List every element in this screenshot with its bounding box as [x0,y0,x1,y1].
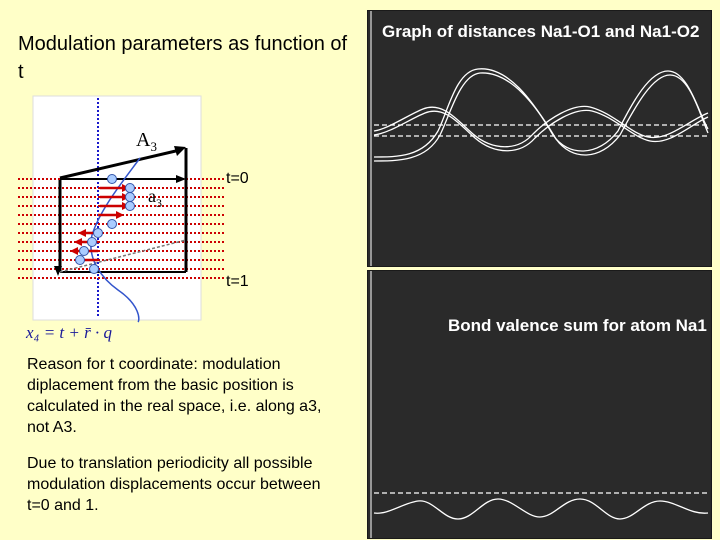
t1-label: t=1 [226,273,249,290]
bond-valence-curve [374,499,708,519]
t0-label: t=0 [226,170,249,187]
bond-valence-svg [368,271,711,538]
paragraph-periodicity: Due to translation periodicity all possible modulation displacements occur between t=0 and 1. [27,455,321,514]
paragraph-reason: Reason for t coordinate: modulation diplacement from the basic position is calculated in the real space, i.e. along a3, not A3. [27,356,322,436]
modulation-diagram-svg [0,90,360,350]
A3-label: $A_3$ [136,129,157,154]
diagram-background [33,96,201,320]
distance-graph-svg [368,11,711,266]
formula-label: x₄ = t + r̄ · q [26,323,112,342]
distance-graph-title: Graph of distances Na1-O1 and Na1-O2 [382,22,700,41]
distance-curves [374,69,708,161]
slide-title: Modulation parameters as function of t [18,33,348,83]
bond-valence-title: Bond valence sum for atom Na1 [448,316,707,335]
modulation-diagram [0,90,360,350]
a3-label: $a_3$ [148,186,162,210]
bond-valence-panel [367,270,712,539]
distance-graph-panel [367,10,712,267]
